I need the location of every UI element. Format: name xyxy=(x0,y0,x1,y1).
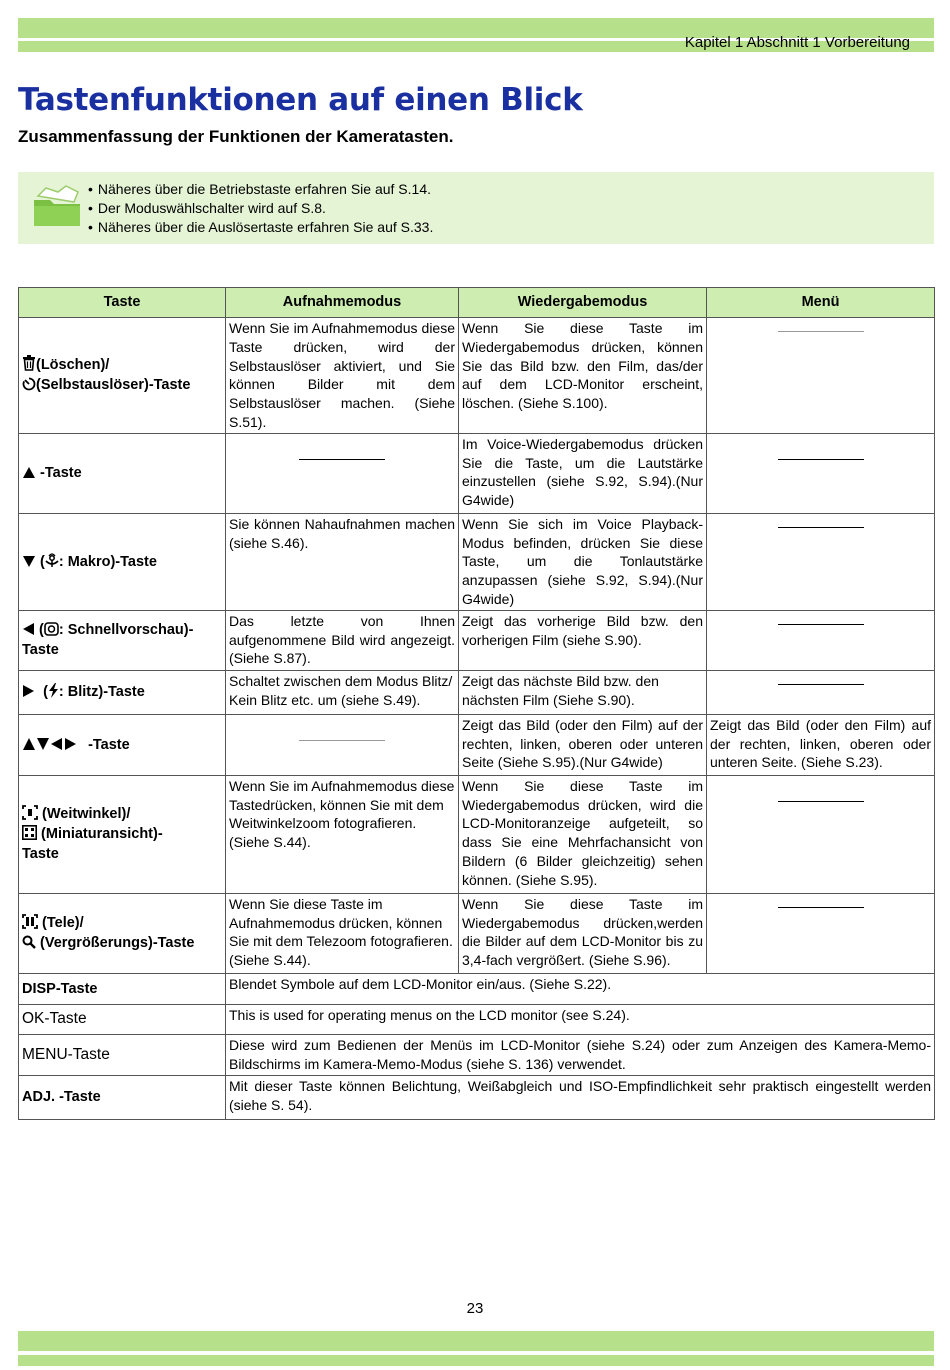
table-row xyxy=(19,973,935,1004)
note-item: • Näheres über die Auslösertaste erfahren Sie auf S.33. xyxy=(88,219,434,235)
empty-dash xyxy=(778,684,864,685)
folder-icon xyxy=(32,182,84,228)
table-header-row xyxy=(19,288,935,318)
key-cell: (Tele)/ (Vergrößerungs)-Taste xyxy=(19,893,226,973)
key-cell: -Taste xyxy=(19,714,226,775)
menu-cell xyxy=(707,513,935,610)
menu-cell: Zeigt das Bild (oder den Film) auf der rechten, linken, oberen oder unteren Seite. (Siehe S.23). xyxy=(707,714,935,775)
header-wiedergabemodus: Wiedergabemodus xyxy=(459,288,707,318)
bottom-band xyxy=(18,1331,934,1351)
key-cell: ( : Blitz)-Taste xyxy=(19,670,226,714)
wide-angle-icon xyxy=(22,805,38,820)
key-cell: ( : Makro)-Taste xyxy=(19,513,226,610)
playback-mode-cell: Zeigt das nächste Bild bzw. den nächsten Film (Siehe S.90). xyxy=(459,670,707,714)
empty-dash xyxy=(778,459,864,460)
playback-mode-cell: Wenn Sie sich im Voice Playback-Modus befinden, drücken Sie diese Taste, um die Tonlautstärke anzupassen (siehe S.92, S.94).(Nur G4wide) xyxy=(459,513,707,610)
thumbnail-grid-icon xyxy=(22,825,37,840)
key-cell: DISP-Taste xyxy=(19,973,226,1004)
recording-mode-cell: Sie können Nahaufnahmen machen (siehe S.46). xyxy=(226,513,459,610)
telephoto-icon xyxy=(22,914,38,929)
recording-mode-cell: Schaltet zwischen dem Modus Blitz/ Kein Blitz etc. um (siehe S.49). xyxy=(226,670,459,714)
arrow-up-icon xyxy=(22,466,36,479)
key-cell: MENU-Taste xyxy=(19,1034,226,1075)
page-title: Tastenfunktionen auf einen Blick xyxy=(18,82,583,118)
recording-mode-cell: Wenn Sie diese Taste im Aufnahmemodus drücken, können Sie mit dem Telezoom fotografieren. (Siehe S.44). xyxy=(226,893,459,973)
key-cell: (Löschen)/ (Selbstauslöser)-Taste xyxy=(19,318,226,434)
table-row xyxy=(19,433,935,513)
description-cell: This is used for operating menus on the LCD monitor (see S.24). xyxy=(226,1004,935,1034)
empty-dash xyxy=(778,624,864,625)
empty-dash xyxy=(778,907,864,908)
table-row xyxy=(19,670,935,714)
note-box xyxy=(18,172,934,244)
menu-cell xyxy=(707,893,935,973)
playback-mode-cell: Zeigt das vorherige Bild bzw. den vorherigen Film (siehe S.90). xyxy=(459,610,707,670)
table-row xyxy=(19,1034,935,1075)
self-timer-icon xyxy=(22,377,36,391)
key-cell: -Taste xyxy=(19,433,226,513)
page-number: 23 xyxy=(466,1300,484,1317)
menu-cell xyxy=(707,610,935,670)
menu-cell xyxy=(707,775,935,893)
menu-cell xyxy=(707,318,935,434)
key-cell: ( : Schnellvorschau)- Taste xyxy=(19,610,226,670)
empty-dash xyxy=(778,331,864,332)
arrow-down-icon xyxy=(22,555,36,568)
table-row xyxy=(19,318,935,434)
key-cell: ADJ. -Taste xyxy=(19,1075,226,1119)
playback-mode-cell: Wenn Sie diese Taste im Wiedergabemodus drücken, können Sie das Bild bzw. den Film, das/der auf dem LCD-Monitor erscheint, löschen. (Siehe S.100). xyxy=(459,318,707,434)
magnifier-icon xyxy=(22,935,36,949)
trash-icon xyxy=(22,355,36,371)
chapter-label: Kapitel 1 Abschnitt 1 Vorbereitung xyxy=(684,34,910,51)
playback-mode-cell: Wenn Sie diese Taste im Wiedergabemodus drücken, wird die LCD-Monitoranzeige aufgeteilt, so dass Sie eine Mehrfachansicht von Bildern (6 Bilder gleichzeitig) sehen können. (Siehe S.95). xyxy=(459,775,707,893)
bottom-band-thin xyxy=(18,1355,934,1366)
table-row xyxy=(19,1075,935,1119)
recording-mode-cell xyxy=(226,433,459,513)
table-row xyxy=(19,893,935,973)
empty-dash xyxy=(778,801,864,802)
menu-cell xyxy=(707,670,935,714)
table-row xyxy=(19,513,935,610)
empty-dash xyxy=(299,459,385,460)
header-menu: Menü xyxy=(707,288,935,318)
header-aufnahmemodus: Aufnahmemodus xyxy=(226,288,459,318)
menu-cell xyxy=(707,433,935,513)
description-cell: Blendet Symbole auf dem LCD-Monitor ein/aus. (Siehe S.22). xyxy=(226,973,935,1004)
macro-flower-icon xyxy=(45,553,59,568)
note-item: • Der Moduswählschalter wird auf S.8. xyxy=(88,200,326,216)
button-functions-table xyxy=(18,287,935,1120)
key-cell: (Weitwinkel)/ (Miniaturansicht)- Taste xyxy=(19,775,226,893)
recording-mode-cell: Wenn Sie im Aufnahmemodus diese Taste drücken, wird der Selbstauslöser aktiviert, und Sie können Bilder mit dem Selbstauslöser machen. (Siehe S.51). xyxy=(226,318,459,434)
note-item: • Näheres über die Betriebstaste erfahren Sie auf S.14. xyxy=(88,181,431,197)
recording-mode-cell: Das letzte von Ihnen aufgenommene Bild wird angezeigt. (Siehe S.87). xyxy=(226,610,459,670)
description-cell: Diese wird zum Bedienen der Menüs im LCD-Monitor (siehe S.24) oder zum Anzeigen des Kamera-Memo-Bildschirms im Kamera-Memo-Modus (siehe S. 136) verwendet. xyxy=(226,1034,935,1075)
playback-mode-cell: Zeigt das Bild (oder den Film) auf der rechten, linken, oberen oder unteren Seite (Siehe S.95).(Nur G4wide) xyxy=(459,714,707,775)
empty-dash xyxy=(778,527,864,528)
arrow-right-icon xyxy=(22,684,35,698)
key-cell: OK-Taste xyxy=(19,1004,226,1034)
arrow-left-icon xyxy=(22,622,35,636)
recording-mode-cell: Wenn Sie im Aufnahmemodus diese Tastedrücken, können Sie mit dem Weitwinkelzoom fotografieren. (Siehe S.44). xyxy=(226,775,459,893)
quick-review-icon xyxy=(44,622,59,636)
empty-dash xyxy=(299,740,385,741)
playback-mode-cell: Im Voice-Wiedergabemodus drücken Sie die Taste, um die Lautstärke einzustellen (siehe S.92, S.94).(Nur G4wide) xyxy=(459,433,707,513)
header-taste: Taste xyxy=(19,288,226,318)
table-row xyxy=(19,610,935,670)
note-list xyxy=(88,180,433,237)
flash-icon xyxy=(48,683,59,698)
description-cell: Mit dieser Taste können Belichtung, Weißabgleich und ISO-Empfindlichkeit sehr praktisch eingestellt werden (siehe S. 54). xyxy=(226,1075,935,1119)
four-arrows-icon xyxy=(22,737,80,751)
page-subtitle: Zusammenfassung der Funktionen der Kameratasten. xyxy=(18,127,454,146)
table-row xyxy=(19,714,935,775)
table-row xyxy=(19,775,935,893)
recording-mode-cell xyxy=(226,714,459,775)
table-row xyxy=(19,1004,935,1034)
playback-mode-cell: Wenn Sie diese Taste im Wiedergabemodus drücken,werden die Bilder auf dem LCD-Monitor bis zu 3,4-fach vergrößert. (Siehe S.96). xyxy=(459,893,707,973)
